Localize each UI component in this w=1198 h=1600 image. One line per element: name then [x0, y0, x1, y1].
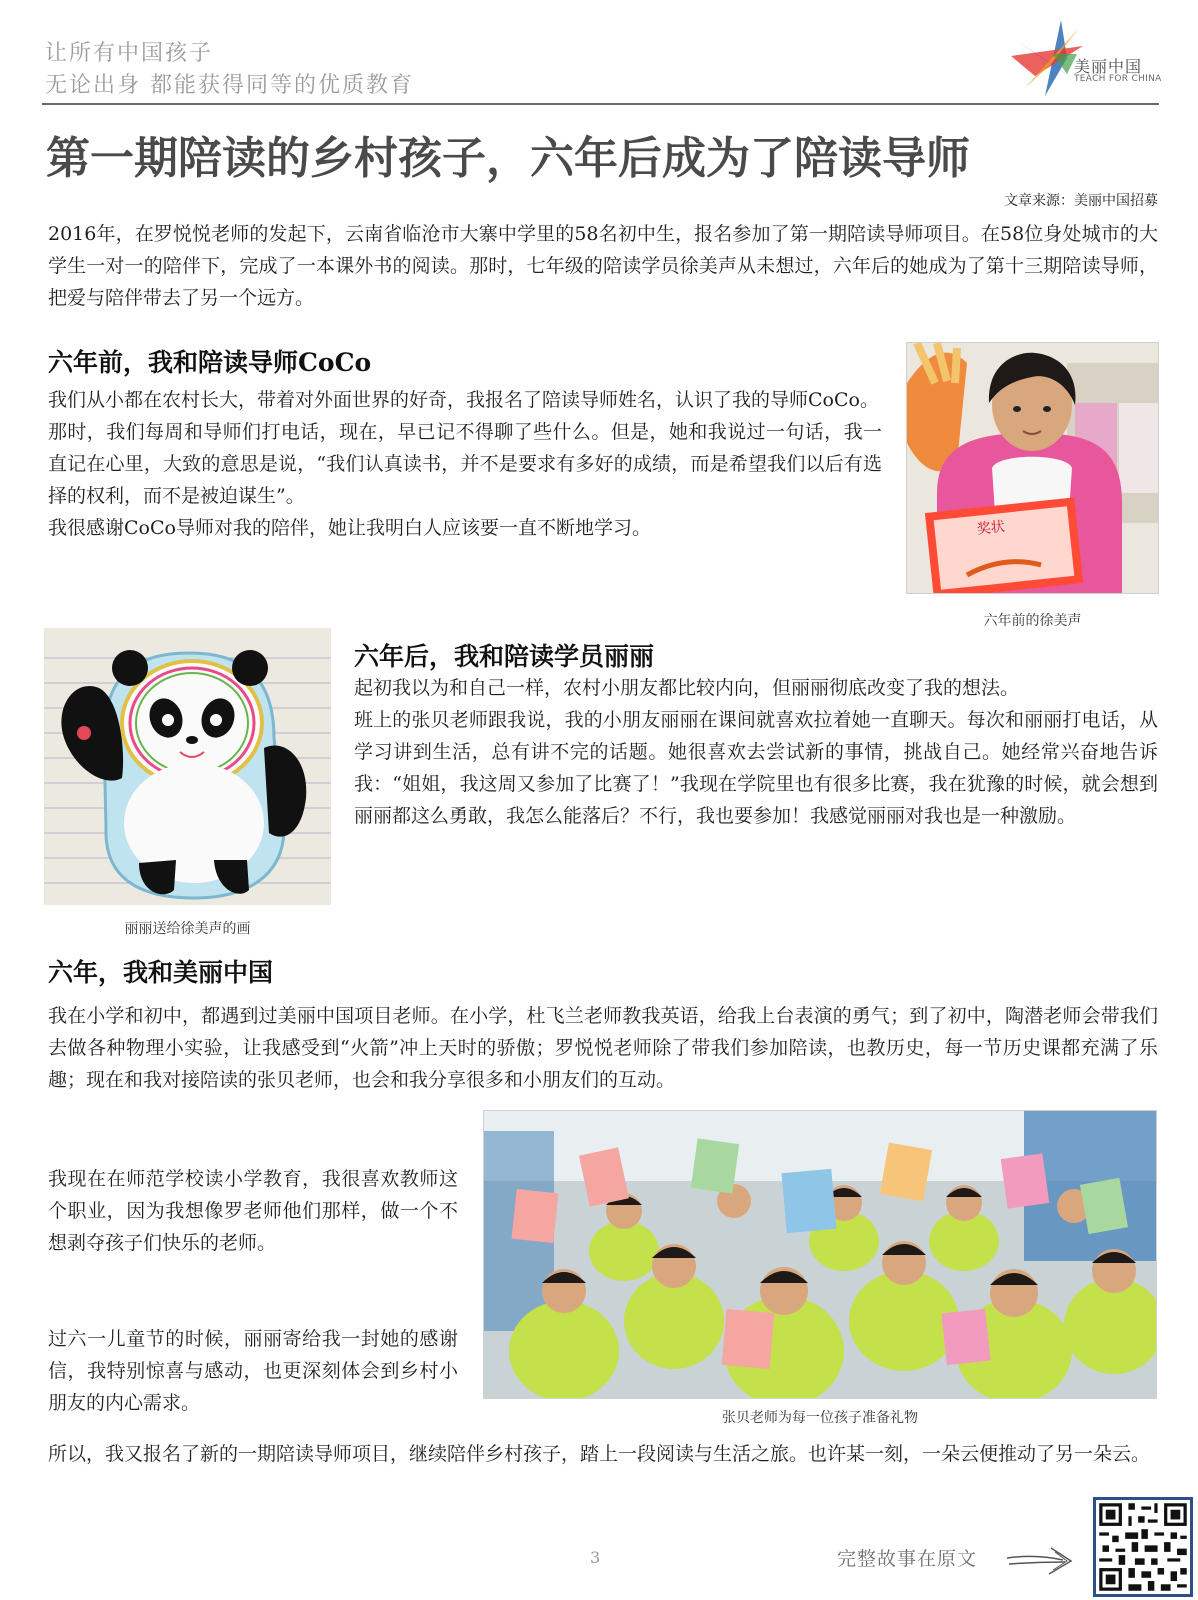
slogan-line-1: 让所有中国孩子	[45, 41, 214, 66]
certificate-text: 奖状	[976, 518, 1006, 538]
logo-text-en: TEACH FOR CHINA	[1074, 74, 1162, 84]
section-2-body	[354, 672, 1158, 832]
intro-paragraph: 2016年，在罗悦悦老师的发起下，云南省临沧市大寨中学里的58名初中生，报名参加了第一期陪读导师项目。在58位身处城市的大学生一对一的陪伴下，完成了一本课外书的阅读。那时，七年级的陪读学员徐美声从未想过，六年后的她成为了第十三期陪读导师，把爱与陪伴带去了另一个远方。	[48, 223, 1158, 309]
photo-girl-with-certificate	[906, 342, 1159, 594]
section-1-body	[48, 384, 882, 544]
section-1-paragraph-3: 我很感谢CoCo导师对我的陪伴，她让我明白人应该要一直不断地学习。	[48, 517, 651, 539]
drawing-caption: 丽丽送给徐美声的画	[124, 921, 251, 937]
photo-caption-girl: 六年前的徐美声	[983, 613, 1082, 629]
article-source: 文章来源：美丽中国招募	[1004, 193, 1158, 209]
section-3-paragraph-3: 过六一儿童节的时候，丽丽寄给我一封她的感谢信，我特别惊喜与感动，也更深刻体会到乡村小朋友的内心需求。	[48, 1328, 458, 1414]
section-2-heading: 六年后，我和陪读学员丽丽	[354, 642, 655, 671]
page-number: 3	[590, 1548, 601, 1567]
section-1-heading: 六年前，我和陪读导师CoCo	[48, 348, 372, 377]
closing-paragraph: 所以，我又报名了新的一期陪读导师项目，继续陪伴乡村孩子，踏上一段阅读与生活之旅。也许某一刻，一朵云便推动了另一朵云。	[48, 1443, 1151, 1465]
section-2-paragraph-1: 起初我以为和自己一样，农村小朋友都比较内向，但丽丽彻底改变了我的想法。	[354, 677, 1020, 699]
section-1-paragraph-2: 那时，我们每周和导师们打电话，现在，早已记不得聊了些什么。但是，她和我说过一句话，我一直记在心里，大致的意思是说，“我们认真读书，并不是要求有多好的成绩，而是希望我们以后有选择的权利，而不是被迫谋生”。	[48, 421, 882, 507]
header-divider	[42, 103, 1159, 105]
section-3-paragraph-2: 我现在在师范学校读小学教育，我很喜欢教师这个职业，因为我想像罗老师他们那样，做一个不想剥夺孩子们快乐的老师。	[48, 1168, 458, 1254]
class-photo	[483, 1110, 1157, 1399]
article-title: 第一期陪读的乡村孩子，六年后成为了陪读导师	[46, 133, 970, 184]
section-1-paragraph-1: 我们从小都在农村长大，带着对外面世界的好奇，我报名了陪读导师姓名，认识了我的导师CoCo。	[48, 389, 879, 411]
slogan-line-2: 无论出身 都能获得同等的优质教育	[45, 73, 414, 98]
class-photo-caption: 张贝老师为每一位孩子准备礼物	[722, 1410, 918, 1426]
arrow-right-icon	[1005, 1540, 1075, 1580]
class-photo-illustration	[484, 1111, 1157, 1399]
section-3-heading: 六年，我和美丽中国	[48, 958, 274, 987]
girl-photo-illustration	[907, 343, 1159, 594]
section-3-paragraph-1: 我在小学和初中，都遇到过美丽中国项目老师。在小学，杜飞兰老师教我英语，给我上台表演的勇气；到了初中，陶潜老师会带我们去做各种物理小实验，让我感受到“火箭”冲上天时的骄傲；罗悦悦老师除了带我们参加陪读，也教历史，每一节历史课都充满了乐趣；现在和我对接陪读的张贝老师，也会和我分享很多和小朋友们的互动。	[48, 1005, 1158, 1091]
full-story-text: 完整故事在原文	[837, 1548, 978, 1570]
qr-code-pattern	[1096, 1500, 1190, 1594]
logo-text-cn: 美丽中国	[1074, 57, 1143, 76]
panda-drawing	[44, 628, 331, 905]
panda-drawing-illustration	[44, 628, 331, 905]
section-2-paragraph-2: 班上的张贝老师跟我说，我的小朋友丽丽在课间就喜欢拉着她一直聊天。每次和丽丽打电话，从学习讲到生活，总有讲不完的话题。她很喜欢去尝试新的事情，挑战自己。她经常兴奋地告诉我：“姐姐，我这周又参加了比赛了！”我现在学院里也有很多比赛，我在犹豫的时候，就会想到丽丽都这么勇敢，我怎么能落后？不行，我也要参加！我感觉丽丽对我也是一种激励。	[354, 709, 1158, 827]
qr-code-icon[interactable]	[1093, 1497, 1193, 1597]
